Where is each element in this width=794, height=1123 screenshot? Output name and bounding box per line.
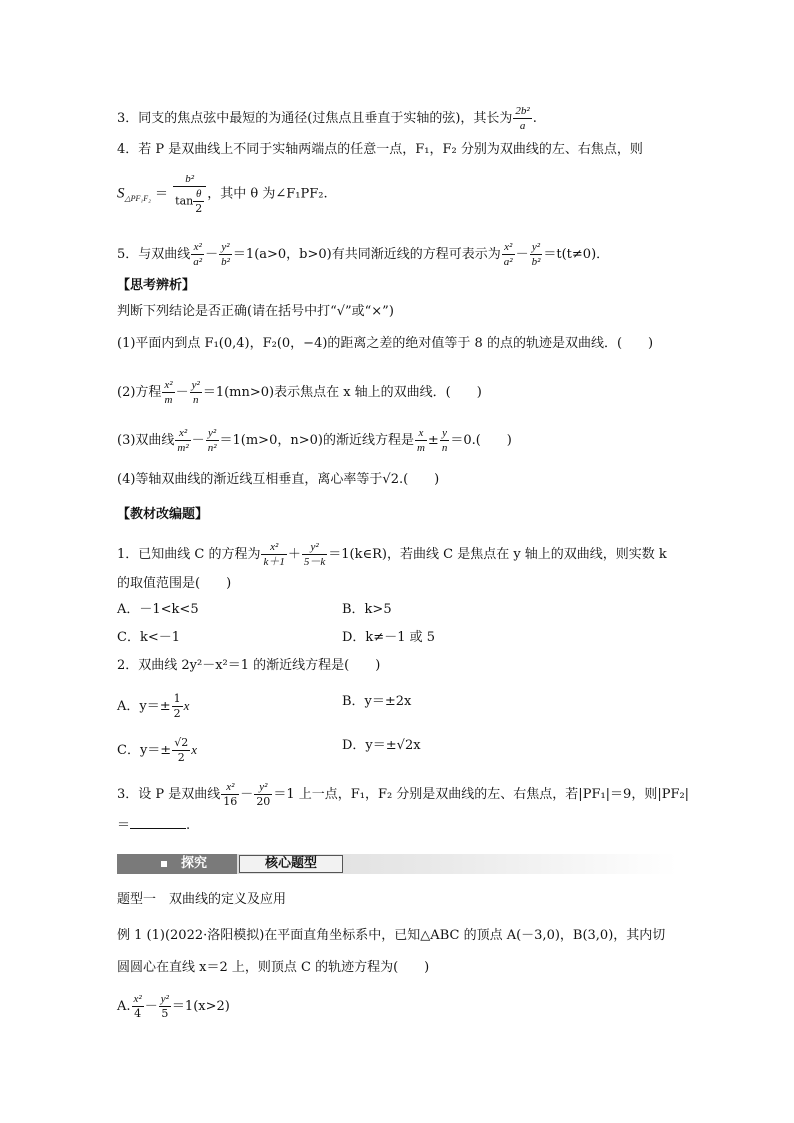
banner-label-explore: 探究: [181, 856, 208, 871]
property-3-text: 3．同支的焦点弦中最短的为通径(过焦点且垂直于实轴的弦)，其长为: [117, 111, 513, 126]
section-header-think: 【思考辨析】: [117, 278, 196, 293]
think-item-3: (3)双曲线 $\frac{\text{x²}}{\text{m²}}$ － $\frac{\text{y²}}{\text{n²}}$ ＝1(m>0，n>0)的渐近线方程是 $\frac{x}{m}$ ± $\frac{y}{n}$ ＝0.( ): [117, 427, 512, 454]
question-2: 2．双曲线 2y²－x²＝1 的渐近线方程是( ): [117, 658, 381, 673]
option-d: D．y＝±√2x: [342, 738, 421, 753]
think-item-2: (2)方程 $\frac{\text{x²}}{m}$ － $\frac{\text{y²}}{n}$ ＝1(mn>0)表示焦点在 x 轴上的双曲线．( ): [117, 379, 482, 406]
option-c: C．k<－1: [117, 630, 180, 645]
answer-blank[interactable]: [130, 816, 186, 829]
property-4-line1: 4．若 P 是双曲线上不同于实轴两端点的任意一点，F₁，F₂ 分别为双曲线的左、右焦点，则: [117, 142, 643, 157]
fraction: b² tan $\frac{\theta}{2}$: [173, 172, 206, 216]
think-item-1: (1)平面内到点 F₁(0,4)，F₂(0，−4)的距离之差的绝对值等于 8 的点的轨迹是双曲线．( ): [117, 336, 654, 351]
example-1-line1: 例 1 (1)(2022·洛阳模拟)在平面直角坐标系中，已知△ABC 的顶点 A(－3,0)，B(3,0)，其内切: [117, 928, 666, 943]
option-a: A．y＝± $\frac{1}{2}$ x: [117, 692, 190, 720]
property-5: 5．与双曲线 $\frac{\text{x²}}{\text{a²}}$ － $\frac{\text{y²}}{\text{b²}}$ ＝1(a>0，b>0)有共同渐近线的方程可表示为 $\frac{\text{x²}}{\text{a²}}$ － $\frac{\text{y²}}{\text{b²}}$ ＝t(t≠0)．: [117, 241, 610, 268]
section-banner: [117, 854, 677, 874]
fraction: $\frac{\text{2b²}}{a}$: [515, 105, 530, 132]
option-c: C．y＝± $\frac{√2}{2}$ x: [117, 736, 197, 764]
option-b: B．y＝±2x: [342, 694, 412, 709]
type-heading: 题型一 双曲线的定义及应用: [117, 892, 287, 907]
question-1: 1．已知曲线 C 的方程为 $\frac{\text{x²}}{k+1}$ ＋ $\frac{\text{y²}}{5-k}$ ＝1(k∈R)，若曲线 C 是焦点在 y 轴上的双曲线，则实数 k: [117, 541, 667, 568]
section-header-textbook: 【教材改编题】: [117, 507, 209, 522]
example-1-line2: 圆圆心在直线 x＝2 上，则顶点 C 的轨迹方程为( ): [117, 960, 430, 975]
question-3: 3．设 P 是双曲线 $\frac{\text{x²}}{16}$ － $\frac{\text{y²}}{20}$ ＝1 上一点，F₁，F₂ 分别是双曲线的左、右焦点，若|PF₁|＝9，则|PF₂|: [117, 781, 690, 808]
property-4-line2: $S_{\triangle PF_1F_2}$ ＝ b² tan $\frac{\theta}{2}$ ，其中 θ 为∠F₁PF₂.: [117, 173, 328, 215]
think-intro: 判断下列结论是否正确(请在括号中打“√”或“×”): [117, 304, 394, 319]
property-3: 3．同支的焦点弦中最短的为通径(过焦点且垂直于实轴的弦)，其长为 $\frac{\text{2b²}}{a}$ .: [117, 105, 537, 132]
example-1-option-a: A. $\frac{\text{x²}}{4}$ － $\frac{\text{y²}}{5}$ ＝1(x>2): [117, 993, 230, 1020]
option-a: A．－1<k<5: [117, 602, 199, 617]
square-bullet-icon: [161, 861, 167, 867]
think-item-4: (4)等轴双曲线的渐近线互相垂直，离心率等于√2.( ): [117, 472, 440, 487]
option-b: B．k>5: [342, 602, 392, 617]
option-d: D．k≠－1 或 5: [342, 630, 435, 645]
question-1-line2: 的取值范围是( ): [117, 576, 232, 591]
question-3-line2: ＝ .: [117, 818, 191, 833]
banner-label-core: 核心题型: [239, 855, 343, 873]
